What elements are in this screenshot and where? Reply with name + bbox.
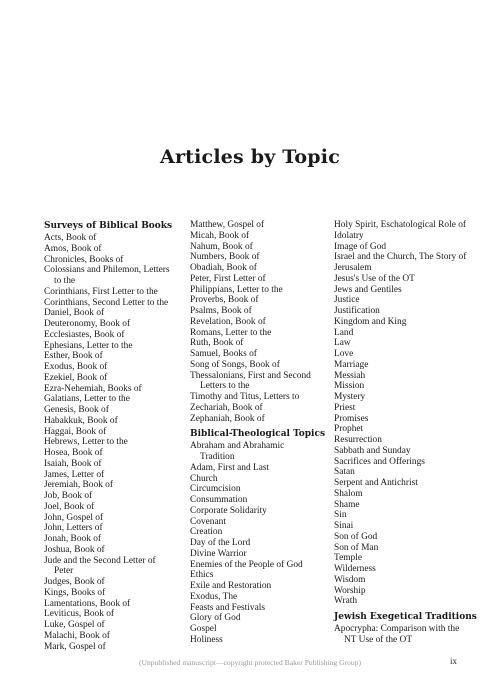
topic-entry: Jesus's Use of the OT	[334, 273, 415, 284]
topic-entry: Micah, Book of	[190, 230, 250, 241]
section-heading: Biblical-Theological Topics	[190, 429, 326, 440]
topic-entry: Timothy and Titus, Letters to	[190, 392, 300, 402]
section-heading: Surveys of Biblical Books	[44, 221, 173, 231]
topic-entry: Nahum, Book of	[190, 241, 253, 252]
topic-entry: Messiah	[334, 370, 366, 381]
topic-entry: Chronicles, Books of	[44, 254, 124, 265]
topic-entry: Samuel, Books of	[190, 349, 257, 359]
topic-entry: John, Letters of	[44, 523, 103, 534]
topic-entry: Shalom	[334, 488, 363, 499]
topic-entry: Corinthians, Second Letter to the	[44, 297, 169, 308]
topic-entry: Law	[334, 338, 351, 349]
topic-entry: Proverbs, Book of	[190, 295, 259, 306]
topic-entry: Jerusalem	[334, 263, 372, 273]
topic-entry: Church	[190, 473, 218, 484]
topic-entry: Enemies of the People of God	[190, 559, 303, 570]
topic-entry: John, Gospel of	[44, 512, 104, 523]
topic-entry: Worship	[334, 585, 366, 596]
topic-entry: Corporate Solidarity	[190, 505, 267, 516]
topic-entry: Wrath	[334, 596, 358, 607]
topic-entry: Adam, First and Last	[190, 462, 270, 473]
topic-entry-continuation: Peter	[54, 566, 74, 577]
topic-entry: Image of God	[334, 241, 387, 252]
topic-entry: Galatians, Letter to the	[44, 394, 130, 405]
topic-entry: Romans, Letter to the	[190, 327, 272, 338]
topic-entry-continuation: to the	[54, 276, 76, 286]
topic-entry: Temple	[334, 553, 362, 564]
topic-entry: Feasts and Festivals	[190, 602, 265, 613]
topic-entry: Joel, Book of	[44, 501, 95, 512]
topic-entry: Peter, First Letter of	[190, 273, 266, 284]
topic-entry: Mark, Gospel of	[44, 641, 106, 652]
topic-entry: Ezekiel, Book of	[44, 372, 108, 383]
topic-entry: Colossians and Philemon, Letters	[44, 265, 170, 276]
topic-entry: Corinthians, First Letter to the	[44, 286, 158, 297]
topic-entry: Revelation, Book of	[190, 316, 266, 327]
topic-entry: Acts, Book of	[44, 233, 97, 243]
topic-entry: Ethics	[190, 570, 214, 581]
topic-entry: Ecclesiastes, Book of	[44, 329, 125, 340]
topic-entry: Wilderness	[334, 564, 376, 574]
topic-entry: Sinai	[334, 521, 354, 531]
topic-entry: Creation	[190, 527, 223, 538]
topic-entry: Kingdom and King	[334, 316, 407, 327]
topic-entry: Ruth, Book of	[190, 338, 244, 349]
topic-entry: Jews and Gentiles	[334, 284, 402, 295]
section-heading: Jewish Exegetical Traditions	[334, 612, 477, 622]
topic-entry: Apocrypha: Comparison with the	[334, 624, 460, 634]
topic-entry: Exile and Restoration	[190, 581, 272, 591]
topic-entry: Daniel, Book of	[44, 308, 105, 319]
topic-entry: Prophet	[334, 424, 364, 435]
topic-entry: Psalms, Book of	[190, 306, 252, 316]
topic-entry: Obadiah, Book of	[190, 263, 257, 273]
topic-entry: Promises	[334, 413, 369, 424]
topic-entry: Leviticus, Book of	[44, 609, 115, 620]
topic-entry: Kings, Books of	[44, 587, 106, 598]
topic-entry: Exodus, Book of	[44, 362, 108, 372]
topic-entry: Divine Warrior	[190, 548, 247, 559]
topic-entry: Exodus, The	[190, 591, 238, 602]
topic-entry: Satan	[334, 467, 355, 478]
copyright-notice: (Unpublished manuscript—copyright protected Baker Publishing Group)	[138, 658, 362, 667]
topic-entry: Jonah, Book of	[44, 534, 102, 544]
topic-entry: Mission	[334, 381, 365, 392]
topic-entry: Numbers, Book of	[190, 252, 260, 263]
topic-entry: Esther, Book of	[44, 351, 103, 362]
topic-entry: Joshua, Book of	[44, 544, 105, 555]
topic-entry: Gospel	[190, 624, 217, 634]
topic-entry: Priest	[334, 402, 356, 413]
topic-entry: Shame	[334, 499, 360, 510]
topic-entry: Covenant	[190, 516, 226, 527]
topic-entry: Justice	[334, 295, 360, 306]
topic-entry: Ezra-Nehemiah, Books of	[44, 383, 142, 394]
topic-entry: Land	[334, 327, 354, 338]
topic-entry: Justification	[334, 306, 380, 316]
topic-entry: Isaiah, Book of	[44, 458, 102, 469]
column-3	[334, 220, 477, 646]
topic-entry: Hosea, Book of	[44, 448, 103, 458]
topic-entry: Habakkuk, Book of	[44, 415, 118, 426]
topic-entry: Circumcision	[190, 484, 241, 495]
topic-entry: Deuteronomy, Book of	[44, 319, 131, 329]
topic-entry: Son of Man	[334, 542, 379, 553]
topic-entry: Glory of God	[190, 613, 241, 624]
page-number: ix	[450, 656, 458, 666]
topic-entry: Jude and the Second Letter of	[44, 555, 156, 566]
topic-entry: James, Letter of	[44, 469, 105, 480]
topic-entry: Amos, Book of	[44, 243, 102, 254]
topic-entry: Jeremiah, Book of	[44, 480, 113, 491]
column-1	[44, 220, 184, 652]
topic-entry: Consummation	[190, 495, 248, 505]
topic-entry: Genesis, Book of	[44, 405, 109, 415]
topic-entry: Song of Songs, Book of	[190, 359, 280, 370]
topic-entry: Lamentations, Book of	[44, 598, 131, 609]
topic-entry: Wisdom	[334, 574, 366, 585]
topic-entry: Matthew, Gospel of	[190, 220, 265, 230]
topic-entry: Sabbath and Sunday	[334, 445, 411, 456]
topic-entry: Job, Book of	[44, 491, 93, 501]
topic-entry: Hebrews, Letter to the	[44, 437, 128, 448]
topic-entry: Mystery	[334, 392, 366, 402]
topic-entry: Son of God	[334, 531, 378, 542]
page-title: Articles by Topic	[160, 146, 340, 168]
topic-entry: Haggai, Book of	[44, 426, 107, 437]
topic-entry: Day of the Lord	[190, 538, 251, 548]
topic-entry: Love	[334, 349, 354, 359]
topic-entry-continuation: Letters to the	[200, 381, 250, 392]
topic-entry: Malachi, Book of	[44, 630, 110, 641]
topic-entry: Sin	[334, 510, 347, 521]
topic-entry: Abraham and Abrahamic	[190, 441, 285, 452]
topic-entry: Holy Spirit, Eschatological Role of	[334, 220, 467, 230]
topic-entry: Holiness	[190, 634, 223, 645]
topic-entry: Marriage	[334, 359, 369, 370]
topic-entry: Luke, Gospel of	[44, 620, 105, 630]
topic-entry: Zechariah, Book of	[190, 402, 263, 413]
column-2	[190, 220, 328, 646]
topic-entry: Thessalonians, First and Second	[190, 370, 311, 381]
topic-entry-continuation: NT Use of the OT	[344, 634, 413, 645]
topic-entry: Ephesians, Letter to the	[44, 340, 133, 351]
topic-entry: Sacrifices and Offerings	[334, 456, 425, 467]
topic-entry: Israel and the Church, The Story of	[334, 252, 467, 263]
topic-entry: Philippians, Letter to the	[190, 284, 283, 295]
topic-entry: Serpent and Antichrist	[334, 478, 418, 488]
topic-entry-continuation: Tradition	[200, 452, 235, 462]
topic-entry: Judges, Book of	[44, 577, 105, 587]
topic-entry: Zephaniah, Book of	[190, 413, 265, 424]
topic-entry: Resurrection	[334, 435, 382, 445]
topic-entry: Idolatry	[334, 230, 364, 241]
